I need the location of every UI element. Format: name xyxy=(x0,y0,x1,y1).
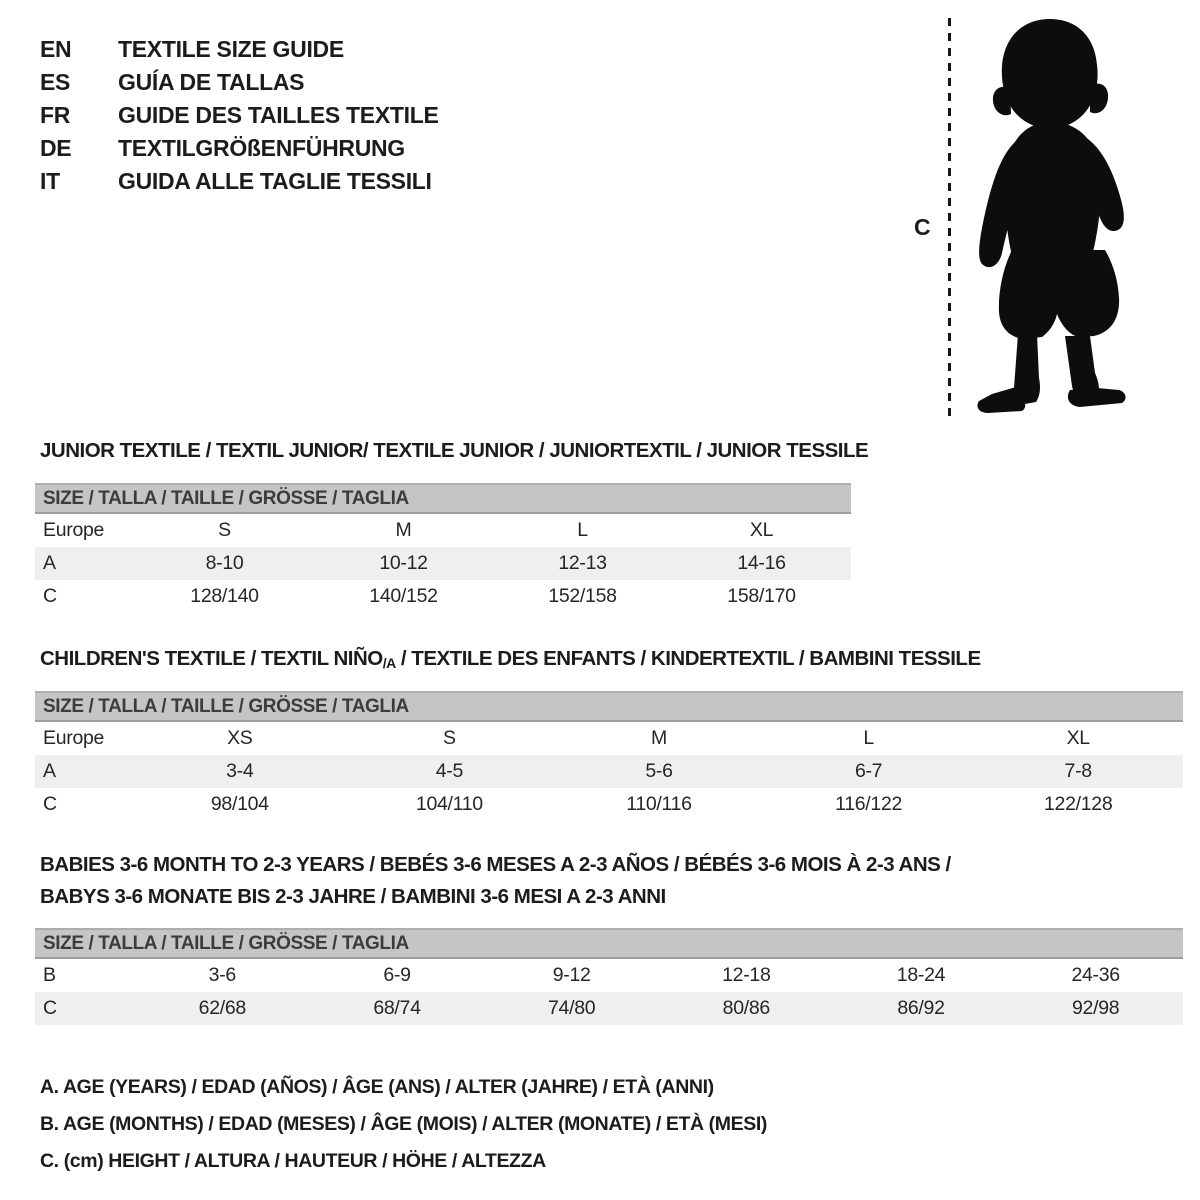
height-cell: 98/104 xyxy=(210,793,269,815)
babies-row-months xyxy=(35,959,1183,992)
row-label: C xyxy=(43,793,57,815)
babies-row-height xyxy=(35,992,1183,1025)
months-cell: 3-6 xyxy=(208,964,236,986)
height-dashed-line xyxy=(948,18,951,417)
junior-size-header: SIZE / TALLA / TAILLE / GRÖSSE / TAGLIA xyxy=(35,483,851,514)
size-cell: L xyxy=(577,519,588,541)
height-cell: 68/74 xyxy=(373,997,421,1019)
children-section-title xyxy=(40,643,981,679)
row-label: Europe xyxy=(43,519,105,541)
size-cell: M xyxy=(395,519,412,541)
age-cell: 10-12 xyxy=(379,552,428,574)
months-cell: 18-24 xyxy=(896,964,946,986)
age-cell: 6-7 xyxy=(854,760,883,782)
height-cell: 104/110 xyxy=(415,793,483,815)
babies-size-table xyxy=(35,928,1183,1025)
age-cell: 3-4 xyxy=(226,760,254,782)
babies-size-header: SIZE / TALLA / TAILLE / GRÖSSE / TAGLIA xyxy=(35,928,1183,959)
lang-title-es: GUÍA DE TALLAS xyxy=(118,69,305,95)
babies-title-line2: BABYS 3-6 MONATE BIS 2-3 JAHRE / BAMBINI 3-6 MESI A 2-3 ANNI xyxy=(40,885,666,908)
height-cell: 140/152 xyxy=(369,585,438,607)
height-cell: 152/158 xyxy=(548,585,617,607)
lang-code-en: EN xyxy=(40,36,72,62)
children-title-post: / TEXTILE DES ENFANTS / KINDERTEXTIL / BAMBINI TESSILE xyxy=(395,647,981,670)
age-cell: 12-13 xyxy=(558,552,607,574)
lang-code-de: DE xyxy=(40,135,72,161)
language-title-list xyxy=(40,33,439,198)
age-cell: 14-16 xyxy=(737,552,786,574)
children-row-height xyxy=(35,788,1183,821)
measurement-legend xyxy=(40,1069,767,1180)
junior-row-europe xyxy=(35,514,851,547)
row-label: Europe xyxy=(43,727,105,749)
children-title-pre: CHILDREN'S TEXTILE / TEXTIL NIÑO xyxy=(40,647,383,670)
size-cell: L xyxy=(863,727,874,749)
height-cell: 92/98 xyxy=(1072,997,1120,1019)
height-cell: 80/86 xyxy=(722,997,770,1019)
height-cell: 86/92 xyxy=(897,997,945,1019)
height-cell: 62/68 xyxy=(198,997,246,1019)
height-cell: 122/128 xyxy=(1044,793,1113,815)
junior-section-title: JUNIOR TEXTILE / TEXTIL JUNIOR/ TEXTILE JUNIOR / JUNIORTEXTIL / JUNIOR TESSILE xyxy=(40,439,869,462)
months-cell: 24-36 xyxy=(1071,964,1120,986)
months-cell: 9-12 xyxy=(552,964,591,986)
lang-title-it: GUIDA ALLE TAGLIE TESSILI xyxy=(118,168,432,194)
height-cell: 116/122 xyxy=(835,793,903,815)
legend-line-b: B. AGE (MONTHS) / EDAD (MESES) / ÂGE (MOIS) / ALTER (MONATE) / ETÀ (MESI) xyxy=(40,1113,767,1135)
row-label: A xyxy=(43,760,56,782)
babies-section-title xyxy=(40,849,951,913)
height-cell: 74/80 xyxy=(548,997,596,1019)
toddler-silhouette-icon xyxy=(962,16,1144,422)
children-row-age xyxy=(35,755,1183,788)
age-cell: 5-6 xyxy=(645,760,673,782)
months-cell: 6-9 xyxy=(383,964,411,986)
row-label: C xyxy=(43,585,57,607)
junior-size-table xyxy=(35,483,851,613)
lang-code-es: ES xyxy=(40,69,71,95)
height-cell: 110/116 xyxy=(626,793,692,815)
row-label: C xyxy=(43,997,57,1019)
junior-row-height xyxy=(35,580,851,613)
children-title-sub: /A xyxy=(382,655,396,671)
size-cell: XL xyxy=(1066,727,1090,749)
children-size-header: SIZE / TALLA / TAILLE / GRÖSSE / TAGLIA xyxy=(35,691,1183,722)
row-label: B xyxy=(43,964,56,986)
legend-line-a: A. AGE (YEARS) / EDAD (AÑOS) / ÂGE (ANS) / ALTER (JAHRE) / ETÀ (ANNI) xyxy=(40,1076,714,1098)
babies-title-line1: BABIES 3-6 MONTH TO 2-3 YEARS / BEBÉS 3-6 MESES A 2-3 AÑOS / BÉBÉS 3-6 MOIS À 2-3 ANS / xyxy=(40,853,951,876)
children-row-europe xyxy=(35,722,1183,755)
size-cell: M xyxy=(651,727,667,749)
months-cell: 12-18 xyxy=(722,964,771,986)
lang-title-en: TEXTILE SIZE GUIDE xyxy=(118,36,344,62)
age-cell: 4-5 xyxy=(435,760,464,782)
size-cell: XS xyxy=(227,727,253,749)
size-cell: S xyxy=(218,519,231,541)
lang-title-fr: GUIDE DES TAILLES TEXTILE xyxy=(118,102,439,128)
age-cell: 7-8 xyxy=(1064,760,1092,782)
height-cell: 158/170 xyxy=(727,585,796,607)
age-cell: 8-10 xyxy=(205,552,244,574)
lang-code-fr: FR xyxy=(40,102,71,128)
lang-title-de: TEXTILGRÖßENFÜHRUNG xyxy=(118,135,405,161)
legend-line-c: C. (cm) HEIGHT / ALTURA / HAUTEUR / HÖHE / ALTEZZA xyxy=(40,1150,546,1172)
height-measurement-label: C xyxy=(914,214,931,240)
height-cell: 128/140 xyxy=(190,585,259,607)
size-cell: XL xyxy=(749,519,774,541)
row-label: A xyxy=(43,552,56,574)
junior-row-age xyxy=(35,547,851,580)
size-cell: S xyxy=(443,727,456,749)
children-size-table xyxy=(35,691,1183,821)
lang-code-it: IT xyxy=(40,168,60,194)
